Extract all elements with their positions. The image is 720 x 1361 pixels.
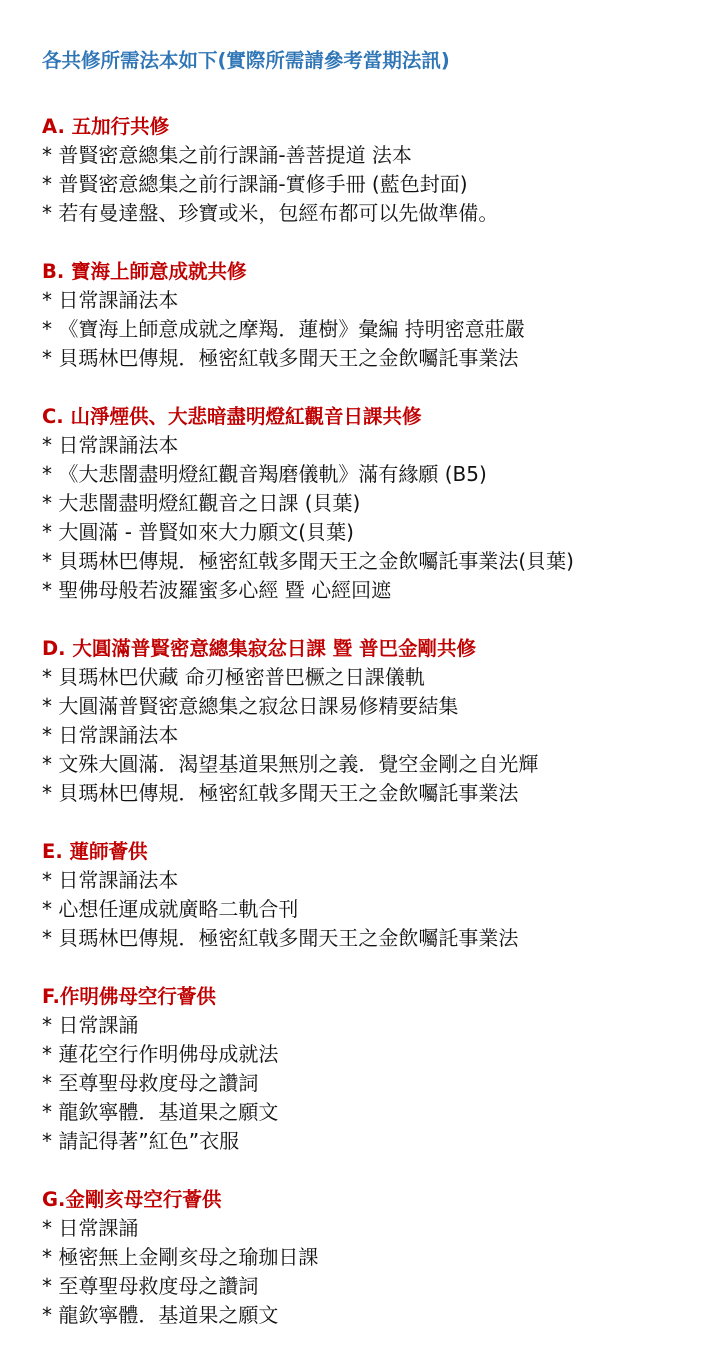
list-item: * 日常課誦法本 <box>42 723 179 747</box>
list-item: * 文殊大圓滿．渴望基道果無別之義．覺空金剛之自光輝 <box>42 752 539 776</box>
list-item: * 大圓滿普賢密意總集之寂忿日課易修精要結集 <box>42 694 459 718</box>
list-item: * 貝瑪林巴傳規．極密紅戟多聞天王之金飲囑託事業法 <box>42 926 519 950</box>
list-item: * 日常課誦 <box>42 1216 139 1240</box>
list-item: * 日常課誦 <box>42 1013 139 1037</box>
list-item: * 大圓滿 - 普賢如來大力願文(貝葉) <box>42 520 354 544</box>
list-item: * 貝瑪林巴傳規．極密紅戟多聞天王之金飲囑託事業法 <box>42 781 519 805</box>
list-item: * 極密無上金剛亥母之瑜珈日課 <box>42 1245 319 1269</box>
section-c <box>42 402 720 605</box>
section-title: G.金剛亥母空行薈供 <box>42 1188 222 1211</box>
list-item: * 貝瑪林巴伏藏 命刃極密普巴橛之日課儀軌 <box>42 665 425 689</box>
list-item: * 至尊聖母救度母之讚詞 <box>42 1071 259 1095</box>
list-item: * 蓮花空行作明佛母成就法 <box>42 1042 279 1066</box>
list-item: * 貝瑪林巴傳規．極密紅戟多聞天王之金飲囑託事業法(貝葉) <box>42 549 574 573</box>
section-e <box>42 837 720 953</box>
section-b <box>42 257 720 373</box>
list-item: * 龍欽寧體．基道果之願文 <box>42 1100 279 1124</box>
section-title: D. 大圓滿普賢密意總集寂忿日課 暨 普巴金剛共修 <box>42 637 476 660</box>
section-g <box>42 1185 720 1330</box>
section-title: B. 寶海上師意成就共修 <box>42 260 247 283</box>
section-f <box>42 982 720 1156</box>
section-title: A. 五加行共修 <box>42 115 170 138</box>
list-item: * 貝瑪林巴傳規．極密紅戟多聞天王之金飲囑託事業法 <box>42 346 519 370</box>
list-item: * 日常課誦法本 <box>42 868 179 892</box>
list-item: * 普賢密意總集之前行課誦-實修手冊 (藍色封面) <box>42 172 468 196</box>
list-item: * 《寶海上師意成就之摩羯．蓮樹》彙編 持明密意莊嚴 <box>42 317 525 341</box>
page-title: 各共修所需法本如下(實際所需請參考當期法訊) <box>42 49 450 72</box>
list-item: * 《大悲闇盡明燈紅觀音羯磨儀軌》滿有緣願 (B5) <box>42 462 487 486</box>
list-item: * 若有曼達盤、珍寶或米，包經布都可以先做準備。 <box>42 201 499 225</box>
section-title: F.作明佛母空行薈供 <box>42 985 216 1008</box>
section-d <box>42 634 720 808</box>
list-item: * 至尊聖母救度母之讚詞 <box>42 1274 259 1298</box>
list-item: * 大悲闇盡明燈紅觀音之日課 (貝葉) <box>42 491 361 515</box>
list-item: * 普賢密意總集之前行課誦-善菩提道 法本 <box>42 143 412 167</box>
section-title: E. 蓮師薈供 <box>42 840 148 863</box>
list-item: * 日常課誦法本 <box>42 288 179 312</box>
section-a <box>42 112 720 228</box>
list-item: * 聖佛母般若波羅蜜多心經 暨 心經回遮 <box>42 578 392 602</box>
section-title: C. 山淨煙供、大悲暗盡明燈紅觀音日課共修 <box>42 405 422 428</box>
list-item: * 龍欽寧體．基道果之願文 <box>42 1303 279 1327</box>
list-item: * 心想任運成就廣略二軌合刊 <box>42 897 299 921</box>
list-item: * 請記得著”紅色”衣服 <box>42 1129 240 1153</box>
list-item: * 日常課誦法本 <box>42 433 179 457</box>
